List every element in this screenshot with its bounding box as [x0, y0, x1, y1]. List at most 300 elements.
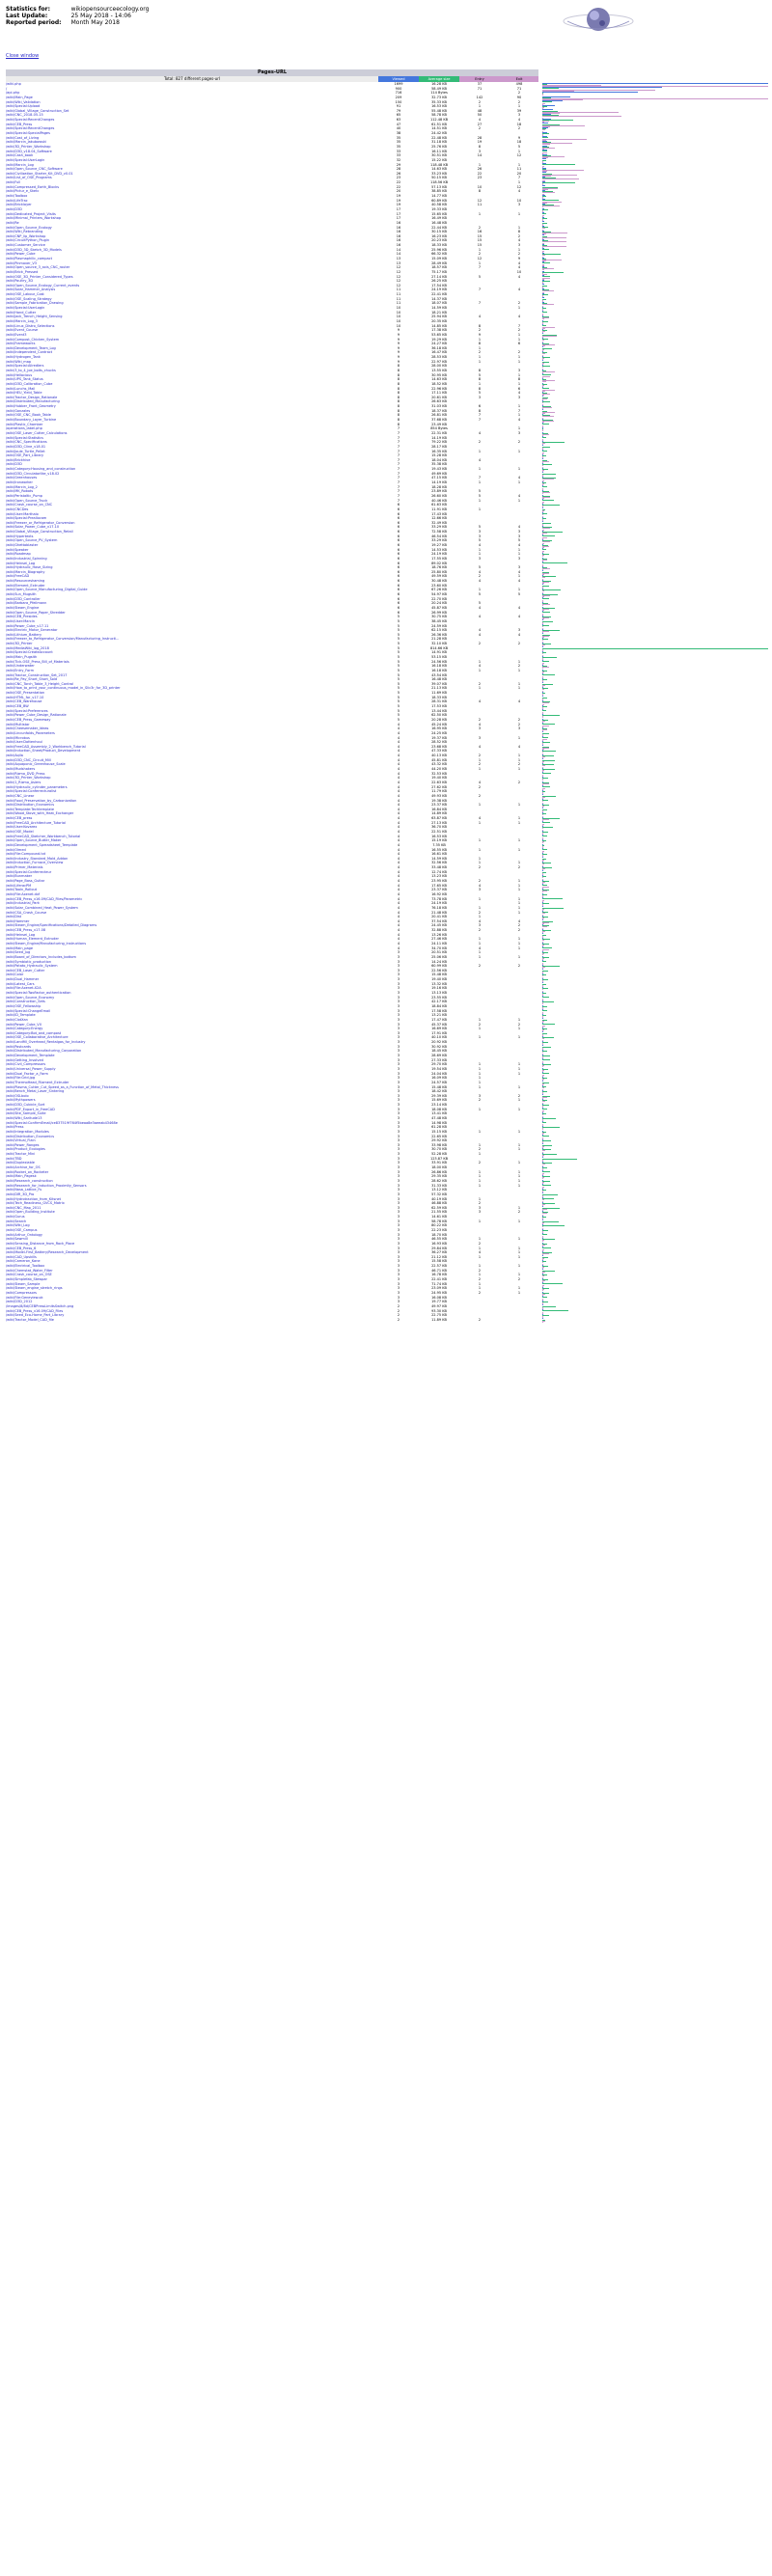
page-url-link[interactable]: /wiki/CNC_Torch_Table_3_Height_Control: [6, 681, 74, 686]
page-url-link[interactable]: /wiki/Brick_Pressed: [6, 269, 39, 274]
page-url-link[interactable]: /wiki/Frameworks: [6, 342, 36, 346]
page-url-link[interactable]: /wiki/D3D_CNC_Circuit_Mill: [6, 757, 51, 762]
page-url-link[interactable]: /wiki/Hydraulic_cylinder_parameters: [6, 784, 68, 789]
page-url-link[interactable]: /wiki/Entry_Form: [6, 668, 35, 672]
page-url-link[interactable]: /wiki/Open_Building_Institute: [6, 1210, 55, 1215]
page-url-link[interactable]: /wiki/Rocket_on_Rocketer: [6, 1169, 49, 1174]
page-url-link[interactable]: /wiki/Hand_Cutter: [6, 310, 37, 315]
page-url-link[interactable]: /wiki/Dedicated_Project_Visits: [6, 211, 56, 216]
page-url-link[interactable]: /wiki/Model-First_Battery/Research_Development: [6, 1250, 89, 1255]
page-url-link[interactable]: /wiki/Lincunfolds_Parameters: [6, 730, 55, 735]
page-url-link[interactable]: /wiki/Category:Bot_and_compost: [6, 1030, 62, 1035]
page-url-link[interactable]: /wiki/Wiki_Rebranding: [6, 230, 43, 234]
page-url-link[interactable]: /wiki/OSE_3D_Printer_Considered_Types: [6, 274, 73, 279]
page-url-link[interactable]: /wiki/User:Marthalo: [6, 511, 39, 516]
page-url-link[interactable]: /wiki/Pictur_e_Sketc: [6, 189, 40, 194]
page-url-link[interactable]: /wiki/Tractor_Design_Rationale: [6, 395, 58, 399]
page-url-link[interactable]: /wiki/Special:UserLogin: [6, 306, 45, 311]
average-size-value: 14.85 KB: [431, 323, 447, 328]
page-url-link[interactable]: /wiki/Special:RecentChanges: [6, 118, 55, 123]
page-url-link[interactable]: /wiki/Distribution_Economics: [6, 1134, 55, 1138]
viewed-value: 3: [397, 1040, 400, 1045]
page-url-link[interactable]: /wiki/Main_page: [6, 945, 34, 950]
page-url-link[interactable]: /wiki/Tractor_Construction_Set_2017: [6, 672, 68, 677]
page-url-link[interactable]: /wiki/Gurus: [6, 1215, 25, 1219]
page-url-link[interactable]: /wiki/LifeTrac: [6, 198, 28, 203]
page-url-link[interactable]: /wiki/Wiki_map: [6, 359, 32, 364]
page-url-link[interactable]: /wiki/Special:Conferrecteur: [6, 869, 52, 874]
page-url-link[interactable]: /wiki/CNP_lip_Workshop: [6, 233, 46, 238]
page-url-link[interactable]: /wiki/List_of_OSE_Programs: [6, 176, 52, 180]
page-url-link[interactable]: /wiki/Open_Source_Ecology_Current_events: [6, 283, 80, 288]
page-url-link[interactable]: /wiki/Element_Extruder: [6, 583, 45, 588]
page-url-link[interactable]: /wiki/OSE_Model: [6, 829, 34, 834]
page-url-link[interactable]: /wiki/UPS_Tank_Status: [6, 377, 43, 382]
page-url-link[interactable]: /wiki/Toolbox: [6, 194, 28, 199]
page-url-link[interactable]: /wiki/Steam_engine_stretch_rings: [6, 1286, 63, 1291]
page-url-link[interactable]: /wiki/CNC_Map_2011: [6, 1205, 41, 1210]
page-url-link[interactable]: /wiki/Hydrogen_Tank: [6, 355, 41, 360]
page-url-link[interactable]: /wiki/Global_Village_Construction_Retail: [6, 530, 73, 534]
viewed-value: 3: [397, 1017, 400, 1022]
page-url-link[interactable]: /wiki/FreeCAD_Assembly_2_Workbench_Tutorial: [6, 744, 86, 749]
page-url-link[interactable]: /wiki/Nasa_Lattice_Fu: [6, 1188, 42, 1192]
page-url-link[interactable]: /wiki/Boundary_Layer_Turbine: [6, 418, 57, 423]
page-url-link[interactable]: /wiki/Cost_of_Living: [6, 135, 40, 140]
page-url-link[interactable]: /wiki/Open_Source_PV_System: [6, 538, 58, 543]
page-url-link[interactable]: /wiki/OSE_Part_Library: [6, 453, 44, 458]
page-url-link[interactable]: /wiki/Civil_Compressors: [6, 1062, 46, 1067]
page-url-link[interactable]: /wiki/D3D_Cline_v18.01: [6, 444, 46, 449]
page-url-link[interactable]: /wiki/Site_Sample_Suite: [6, 1111, 46, 1116]
page-url-link[interactable]: /wiki/Marcin_Biography: [6, 569, 45, 574]
page-url-link[interactable]: /wiki/PDF_Export_in_FreeCAD: [6, 1107, 55, 1111]
page-url-link[interactable]: /wiki/HEU_Yield_Table: [6, 391, 42, 396]
page-url-link[interactable]: /wiki/D3D_v18.04_Software: [6, 149, 52, 153]
page-url-link[interactable]: /wiki/Bunmaker: [6, 874, 33, 879]
page-url-link[interactable]: /wiki/Minimal_Printers_Workshop: [6, 216, 62, 221]
page-url-link[interactable]: /wiki/Potato_Hydraulic_System: [6, 964, 58, 969]
page-url-link[interactable]: /wiki/CEB_Laser_Cutter: [6, 968, 45, 973]
page-url-link[interactable]: /wiki/OSE_Scaling_Strategy: [6, 296, 52, 301]
page-url-link[interactable]: /wiki/Resourceshaming: [6, 579, 45, 584]
page-url-link[interactable]: /wiki/Board_of_Directors_Includes_bottom: [6, 954, 76, 959]
page-url-link[interactable]: /wiki/File:Geneview.ok: [6, 1295, 43, 1300]
page-url-link[interactable]: /wiki/CEB_Press_v17.08: [6, 928, 46, 933]
page-url-link[interactable]: /wiki/Main_Page: [6, 95, 33, 99]
page-url-link[interactable]: /wiki/Brickhive: [6, 457, 31, 462]
page-url-link[interactable]: /wiki/Special:Preferences: [6, 708, 48, 713]
page-url-link[interactable]: /wiki/Virtual_Flain: [6, 1138, 36, 1143]
page-url-link[interactable]: /wiki/Template:Techtemplate: [6, 807, 54, 811]
page-url-link[interactable]: /wiki/Special:SpecialPages: [6, 131, 50, 136]
page-url-link[interactable]: /wiki/Heinsei_Log: [6, 932, 36, 937]
page-url-link[interactable]: /wiki/Re: [6, 220, 19, 225]
page-url-link[interactable]: /wiki/3D_Printer_Workshop: [6, 144, 51, 149]
page-url-link[interactable]: /wiki/Greenhouses: [6, 476, 38, 480]
page-url-link[interactable]: /wiki/OSE_CNC_Book_Table: [6, 413, 51, 418]
exit-value: 2: [517, 1093, 521, 1098]
page-url-link[interactable]: /wiki/Plasmaphilic_compact: [6, 256, 52, 260]
page-url-link[interactable]: /wiki/D3D_Cubicle_Sort: [6, 1103, 45, 1108]
page-url-link[interactable]: /wiki/Plastic_Chamber: [6, 422, 43, 426]
page-url-link[interactable]: /wiki/Wood_Stove_with_Heat_Exchanger: [6, 811, 74, 816]
average-size-value: 15.58 KB: [431, 1259, 447, 1264]
page-url-link[interactable]: /wiki/Gonzales: [6, 408, 31, 413]
page-url-link[interactable]: /wiki/Hubber_Front_Geometry: [6, 404, 56, 409]
page-url-link[interactable]: /wiki/Steam_Engine/Manufacturing_Instructions: [6, 942, 87, 945]
page-url-link[interactable]: /wiki/3D_Printer: [6, 642, 33, 646]
page-url-link[interactable]: /wiki/Simplefab_Stewpar: [6, 1277, 47, 1282]
page-url-link[interactable]: /wiki/Ironworker: [6, 480, 33, 485]
page-url-link[interactable]: /wiki/Industrial_Park: [6, 901, 40, 906]
page-url-link[interactable]: /wiki/1_Rizmo_Asiers: [6, 780, 41, 784]
page-url-link[interactable]: /wiki/Hellacious: [6, 372, 33, 377]
page-url-link[interactable]: /wiki/Dist: [6, 915, 22, 919]
page-url-link[interactable]: /wiki/CircuitPython_Plugin: [6, 238, 50, 243]
page-url-link[interactable]: /wiki/Bench_Metal_Laser_Sintering: [6, 1089, 65, 1094]
page-url-link[interactable]: /wiki/D3D_Circulatorlike_v18.02: [6, 471, 60, 476]
viewed-value: 12: [396, 283, 401, 288]
page-url-link[interactable]: /wiki/Event_Course: [6, 328, 39, 333]
page-url-link[interactable]: /wiki/CEB_Warehouse: [6, 699, 42, 704]
page-url-link[interactable]: /wiki/Construction_Sets: [6, 1000, 45, 1004]
row-bar-group: [542, 1036, 768, 1039]
page-url-link[interactable]: /wiki/Steam_Sample: [6, 1281, 41, 1286]
page-url-link[interactable]: /wiki/Latest_Cars: [6, 981, 35, 986]
page-url-link[interactable]: /wiki/Steam_Engine/Specifications/Detailed_Diagrams: [6, 923, 97, 928]
page-url-link[interactable]: /wiki/Solar_Power_Cube_v17.10: [6, 525, 60, 530]
page-url-link[interactable]: /wiki/Underwater: [6, 664, 35, 669]
page-url-link[interactable]: /wiki/Category:Housing_and_construction: [6, 467, 76, 472]
page-url-link[interactable]: /wiki/Open_Source_CNC_Software: [6, 167, 63, 172]
page-url-link[interactable]: /wiki/MediaWiki_log_2018: [6, 645, 49, 650]
page-url-link[interactable]: /wiki/User:Kovarex: [6, 825, 38, 830]
page-url-link[interactable]: /wiki/CNC_Specifications: [6, 440, 47, 445]
page-url-link[interactable]: /wiki/CAD_Upskills: [6, 1254, 37, 1259]
page-url-link[interactable]: /wiki/OSE_Fellowship: [6, 1003, 41, 1008]
viewed-value: 4: [397, 879, 400, 884]
page-url-link[interactable]: /wiki/Freezer_to_Refrigerator_Conversion/Manufacturing_Instructi...: [6, 637, 120, 642]
viewed-value: 9: [397, 337, 400, 342]
page-url-link[interactable]: /wiki/Special:ConfirmEmail/ce837519f764f5beaa8e3aeeab43468e: [6, 1120, 118, 1125]
page-url-link[interactable]: /wiki.php: [6, 82, 21, 86]
page-url-link[interactable]: /wiki/OSLbolo: [6, 1093, 29, 1098]
page-url-link[interactable]: /wiki/OSE_Collaborative_Architecture: [6, 1035, 69, 1040]
page-url-link[interactable]: /wiki/Cash_book: [6, 153, 34, 158]
page-url-link[interactable]: /wiki/Wiki_Log: [6, 1223, 30, 1228]
page-url-link[interactable]: /wiki/Cameron_Kane: [6, 1259, 41, 1264]
page-url-link[interactable]: /wiki/Industrial_Spinning: [6, 556, 47, 561]
page-url-link[interactable]: /wiki/Press: [6, 1125, 24, 1130]
page-url-link[interactable]: /wiki/Electric_Motor_Generator: [6, 628, 58, 633]
page-url-link[interactable]: /wiki/Lithium_Battery: [6, 632, 42, 637]
exit-value: 1: [517, 1290, 521, 1295]
page-url-link[interactable]: /wiki/Page_Bass_Guitar: [6, 879, 45, 884]
page-url-link[interactable]: /wiki/Open_Source_Butter_Maker: [6, 838, 62, 843]
page-url-link[interactable]: /wiki/Distributed_Manufacturing_Corporation: [6, 1049, 82, 1054]
page-url-link[interactable]: /wiki/Food_Preservation_by_Carbonization: [6, 798, 77, 803]
page-url-link[interactable]: /wiki/Poultry_3D: [6, 279, 34, 284]
page-url-link[interactable]: /wiki/D3D: [6, 206, 22, 211]
page-url-link[interactable]: /wiki/D3D_Controller: [6, 596, 41, 601]
page-url-link[interactable]: /wiki/Distribution_Economics: [6, 803, 55, 808]
page-url-link[interactable]: /wiki/Olmed: [6, 847, 26, 852]
page-url-link[interactable]: /wiki/Hammer: [6, 918, 30, 923]
page-url-link[interactable]: /wiki/Human_Element_Extruder: [6, 937, 59, 942]
page-url-link[interactable]: /wiki/Compost_Chicken_System: [6, 337, 60, 342]
page-url-link[interactable]: /wiki/Category:Energy: [6, 1027, 43, 1031]
exit-value: 1: [517, 1250, 521, 1255]
page-url-link[interactable]: /wiki/User:Dottenhoul: [6, 740, 42, 745]
average-size-value: 30.51 KB: [431, 153, 447, 158]
page-url-link[interactable]: /wiki/Freezer_or_Refrigerator_Conversion: [6, 520, 75, 525]
page-url-link[interactable]: /wiki/Rizmo_DVD_Press: [6, 771, 45, 776]
page-url-link[interactable]: /wiki/Research_construction: [6, 1178, 53, 1183]
page-url-link[interactable]: /wiki/Wiki_Validation: [6, 99, 41, 104]
page-url-link[interactable]: /wiki/Customer_Service: [6, 243, 45, 248]
page-url-link[interactable]: /wiki/Event3: [6, 332, 27, 337]
page-url-link[interactable]: /wiki/HTML_for_v17.10: [6, 695, 44, 699]
page-url-link[interactable]: /wiki/Marcin_Log: [6, 162, 34, 167]
page-url-link[interactable]: /wiki/Development_Team_Log: [6, 345, 56, 350]
exit-value: 1: [517, 306, 521, 311]
page-url-link[interactable]: /wiki/CEB_Press_6: [6, 1246, 37, 1250]
page-url-link[interactable]: /wiki/Special:TwoFactor_authentication: [6, 991, 71, 996]
page-url-link[interactable]: /wiki/Special:UserLogin: [6, 157, 45, 162]
page-url-link[interactable]: /wiki/Dual_Factor_a_Farm: [6, 1071, 48, 1076]
exit-value: 4: [517, 118, 521, 123]
page-url-link[interactable]: /wiki/3_to_4_joe_bolts_chucks: [6, 369, 56, 372]
page-url-link[interactable]: /wiki/Open_Source_Ecology: [6, 225, 52, 230]
page-url-link[interactable]: /wiki/Tractor_Model_CAD_file: [6, 1317, 54, 1322]
page-url-link[interactable]: /wiki/Aquaponic_Greenhouse_Scale: [6, 762, 66, 767]
page-url-link[interactable]: /wiki/Solar_Hammer_Analysis: [6, 288, 56, 292]
page-url-link[interactable]: /wiki/Steam_Engine: [6, 605, 40, 610]
page-url-link[interactable]: /wiki/Hypertexts: [6, 534, 34, 538]
page-url-link[interactable]: /wiki/Bricklayer: [6, 203, 32, 207]
page-url-link[interactable]: /api.php: [6, 91, 20, 96]
page-url-link[interactable]: /wiki/Mythpowers: [6, 1098, 36, 1103]
page-url-link[interactable]: /wiki/Crash_course_on_CNC: [6, 503, 53, 507]
page-url-link[interactable]: /wiki/FreeCAD_Sketcher_Workbench_Tutorial: [6, 834, 81, 838]
page-url-link[interactable]: /wiki/ThermoHead_Filament_Extruder: [6, 1080, 69, 1084]
page-url-link[interactable]: /wiki/Marcin_Jakubowski: [6, 140, 46, 145]
page-url-link[interactable]: /wiki/User:Marcin: [6, 618, 35, 623]
page-url-link[interactable]: /wiki/CEB_press: [6, 816, 33, 821]
page-url-link[interactable]: /wiki/Color: [6, 973, 24, 977]
page-url-link[interactable]: /wiki/Universal_Power_Supply: [6, 1066, 56, 1071]
page-url-link[interactable]: /wiki/Solar_Combined_Heat_Power_System: [6, 905, 78, 910]
page-url-link[interactable]: /wiki/LiferacPM: [6, 883, 32, 888]
page-url-link[interactable]: /wiki/Open_source_3_axis_CNC_router: [6, 265, 70, 270]
page-url-link[interactable]: /wiki/D3D_3D_Sketch_3D_Models: [6, 247, 62, 252]
page-url-link[interactable]: /wiki/Industry_Standard_Mold_Addon: [6, 856, 69, 861]
page-url-link[interactable]: /wiki/Special:Upload: [6, 104, 41, 109]
page-url-link[interactable]: /operations_label.php: [6, 426, 42, 431]
page-url-link[interactable]: /wiki/Induction_Furnace_Overview: [6, 861, 64, 865]
page-url-link[interactable]: /wiki/File:Axenet-X2A: [6, 986, 41, 991]
page-url-link[interactable]: /wiki/Linux_Distro_Selections: [6, 323, 55, 328]
page-url-link[interactable]: /wiki/Tooln_Rollout: [6, 888, 38, 892]
page-url-link[interactable]: /wiki/Lunchs_Mail: [6, 386, 36, 391]
page-url-link[interactable]: /wiki/OSE_Presentation: [6, 691, 45, 696]
exit-value: 4: [517, 265, 521, 270]
page-url-link[interactable]: /wiki/Tech_Readiness_GVCS_Matrix: [6, 1201, 65, 1206]
page-url-link[interactable]: /wiki/Seed_Jug: [6, 950, 31, 955]
row-bar-group: [542, 933, 768, 936]
page-url-link[interactable]: /wiki/Induction_Sheet/Product_Development: [6, 749, 81, 754]
page-url-link[interactable]: /wiki/File:Axenet.dxf: [6, 891, 41, 896]
page-url-link[interactable]: /wiki/CEB_Press: [6, 122, 33, 126]
page-url-link[interactable]: /wiki/OSE_Laser_Cutter_Calculations: [6, 430, 68, 435]
page-url-link[interactable]: /wiki/OSE_Campus: [6, 1228, 38, 1232]
page-url-link[interactable]: /wiki/3D_Printer_Workshop: [6, 776, 51, 781]
page-url-link[interactable]: /wiki/Primer_Materials: [6, 865, 43, 870]
page-url-link[interactable]: /wiki/Peristaltic_Pump: [6, 493, 42, 498]
viewed-value: 22: [396, 180, 401, 185]
page-url-link[interactable]: /wiki/Tractor_Mini: [6, 1152, 36, 1157]
page-url-link[interactable]: /: [6, 86, 8, 91]
page-url-link[interactable]: /wiki/Compressed_Earth_Blocks: [6, 184, 60, 189]
page-url-link[interactable]: /wiki/Open_Source_Manufacturing_Digital_Guide: [6, 588, 88, 592]
page-url-link[interactable]: /wiki/D3D_2012: [6, 1300, 33, 1304]
average-size-value: 21.55 KB: [431, 1210, 447, 1215]
page-url-link[interactable]: /wiki/D3D: [6, 462, 22, 467]
page-url-link[interactable]: /wiki/Joule_Turtle_Pellet: [6, 449, 45, 453]
page-url-link[interactable]: /wiki/File:Grid.jpg: [6, 1076, 36, 1081]
page-url-link[interactable]: /wiki/Search: [6, 1219, 27, 1223]
page-url-link[interactable]: /wiki/Civilization_Starter_Kit_DVD_v0.01: [6, 171, 73, 176]
page-url-link[interactable]: /wiki/FreeCAD: [6, 574, 30, 579]
page-url-link[interactable]: /wiki/D3D_Calibration_Cube: [6, 381, 53, 386]
page-url-link[interactable]: /wiki/Roadmap: [6, 552, 31, 557]
page-url-link[interactable]: /wiki/Pinmover_V3: [6, 260, 38, 265]
page-url-link[interactable]: /wiki/Independent_Contract: [6, 350, 53, 355]
page-url-link[interactable]: /wiki/Dual_Hammer: [6, 977, 40, 982]
page-url-link[interactable]: /images/8/8d/CEBPressLimitsSwitch.png: [6, 1303, 74, 1308]
page-url-link[interactable]: /wiki/Special:Conferrecturalist: [6, 789, 57, 794]
page-url-link[interactable]: /wiki/Electrical_Toolbox: [6, 1264, 45, 1269]
page-url-link[interactable]: /wiki/CSA_Crash_Course: [6, 910, 47, 915]
page-url-link[interactable]: /wiki/CEB_Press_Gameway: [6, 717, 51, 722]
page-url-link[interactable]: /wiki/Global_Village_Construction_Set: [6, 108, 69, 113]
page-url-link[interactable]: /wiki/Duplexiable: [6, 1161, 35, 1165]
page-url-link[interactable]: /wiki/CNC_Linear: [6, 793, 35, 798]
page-url-link[interactable]: /wiki/Main_Pagesk: [6, 1174, 37, 1179]
page-url-link[interactable]: /wiki/Jack_Trench_Height_Sensing: [6, 315, 63, 319]
page-url-link[interactable]: /wiki/Special:RecentChanges: [6, 126, 55, 131]
page-url-link[interactable]: /wiki/How_to_print_your_continuous_model_in_Slic3r_for_3D_printer: [6, 686, 121, 691]
page-url-link[interactable]: /wiki/Wiki_Saritude13: [6, 1115, 42, 1120]
page-url-link[interactable]: /wiki/Open_Source_Economy: [6, 995, 55, 1000]
page-url-link[interactable]: /wiki/File:Compound.txt: [6, 852, 46, 857]
page-url-link[interactable]: /wiki/CEB_BW: [6, 704, 29, 709]
page-url-link[interactable]: /wiki/Arthur_Ontology: [6, 1232, 42, 1237]
page-url-link[interactable]: /wiki/Aqila: [6, 754, 23, 758]
page-url-link[interactable]: /wiki/Re_Pay_Short_Short_Sold: [6, 677, 58, 682]
page-url-link[interactable]: /wiki/Landfill_Overhead_Rentalgas_for_Industry: [6, 1040, 86, 1045]
page-url-link[interactable]: /wiki/Hydrotraction_from_Kitsnet: [6, 1196, 62, 1201]
page-url-link[interactable]: /wiki/CEB_Press_v16.09/CAD_Files/Parametric: [6, 896, 83, 901]
page-url-link[interactable]: /wiki/Power_Cube_VII: [6, 1022, 41, 1027]
page-url-link[interactable]: /wiki/Distributed_Manufacturing: [6, 399, 60, 404]
page-url-link[interactable]: /wiki/Sensing_Distance_from_Rock_Place: [6, 1241, 75, 1246]
page-url-link[interactable]: /wiki/Ghettoblaster: [6, 542, 39, 547]
page-url-link[interactable]: /wiki/CNC_2018-05-15: [6, 113, 43, 118]
page-url-link[interactable]: /wiki/MK_Robots: [6, 489, 34, 494]
page-url-link[interactable]: /wiki/Getting_Involved: [6, 1057, 43, 1062]
page-url-link[interactable]: /wiki/Special:Allredlers: [6, 364, 44, 369]
page-url-link[interactable]: /wiki/Multistar: [6, 722, 30, 726]
page-url-link[interactable]: /wiki/Hydraulic_Hose_Sizing: [6, 565, 53, 570]
page-url-link[interactable]: /wiki/Archive_for_OS: [6, 1165, 41, 1170]
page-url-link[interactable]: /wiki/OSE_Labour_Cost: [6, 292, 44, 297]
page-url-link[interactable]: /wiki/Power_Cube: [6, 252, 36, 257]
page-url-link[interactable]: /wiki/Marcin_Log_3: [6, 318, 38, 323]
page-url-link[interactable]: /wiki/Power_Ranges: [6, 1142, 40, 1147]
page-url-link[interactable]: /wiki/ID_Template: [6, 1013, 36, 1018]
page-url-link[interactable]: /wiki/Product_Ecologies: [6, 1147, 45, 1152]
page-url-link[interactable]: /wiki/Marcin_Log_2: [6, 484, 38, 489]
page-url-link[interactable]: /wiki/Full: [6, 180, 21, 185]
page-url-link[interactable]: /wiki/TBD: [6, 1156, 22, 1161]
page-url-link[interactable]: /wiki/Development_Spreadsheet_Template: [6, 842, 78, 847]
page-url-link[interactable]: /wiki/Sample_Fabrication_Drawing: [6, 301, 64, 306]
page-url-link[interactable]: /wiki/Chemstat_Water_Filter: [6, 1268, 53, 1273]
page-url-link[interactable]: /wiki/Special:CreateAccount: [6, 650, 53, 655]
page-url-link[interactable]: /wiki/Heinsei_Log: [6, 561, 36, 565]
entry-value: 2: [478, 910, 482, 915]
page-url-link[interactable]: /wiki/Microbus: [6, 735, 30, 740]
page-url-link[interactable]: /wiki/Tick-OSE_Press_Bill_of_Materials: [6, 659, 69, 664]
page-url-link[interactable]: /wiki/DIR_3D_Pro: [6, 1192, 35, 1196]
page-url-link[interactable]: /wiki/Mudshakers: [6, 767, 36, 772]
page-url-link[interactable]: /wiki/Special:Preallocam: [6, 516, 47, 521]
page-url-link[interactable]: /wiki/Main_Pugsith: [6, 655, 38, 659]
page-url-link[interactable]: /wiki/Research_for_Induction_Proximity_Sensors: [6, 1183, 87, 1188]
page-url-link[interactable]: /wiki/Symbiotic_production: [6, 959, 52, 964]
page-url-link[interactable]: /wiki/Power_Cube_Design_Rationale: [6, 713, 67, 718]
page-url-link[interactable]: /wiki/Compressors: [6, 1290, 37, 1295]
viewed-value: 3: [397, 1241, 400, 1246]
page-url-link[interactable]: /wiki/Barbara_Pfeilmann: [6, 601, 47, 606]
page-url-link[interactable]: /wiki/Postcards: [6, 1044, 32, 1049]
page-url-link[interactable]: /wiki/Special:Statistics: [6, 435, 43, 440]
page-url-link[interactable]: /wiki/CEB_Presides: [6, 615, 38, 619]
page-url-link[interactable]: /wiki/Open_Source_Truck: [6, 498, 48, 503]
page-url-link[interactable]: /wiki/Cheesemaker_Ideas: [6, 726, 49, 731]
page-url-link[interactable]: /wiki/Plasma_Cutter_Cut_Speed_as_a_Function_of_Metal_Thickness: [6, 1084, 119, 1089]
page-url-link[interactable]: /wiki/Speaker: [6, 547, 29, 552]
page-url-link[interactable]: /wiki/CEB_Press_v16.09/CAD_Files: [6, 1308, 64, 1313]
page-url-link[interactable]: /wiki/Crash_course_on_OSE: [6, 1273, 52, 1277]
page-url-link[interactable]: /wiki/Integration_Modules: [6, 1129, 49, 1134]
entry-value: 2: [478, 252, 482, 257]
page-url-link[interactable]: /wiki/Special:ChangeEmail: [6, 1008, 51, 1013]
page-url-link[interactable]: /wiki/FreeCAD_Architecture_Tutorial: [6, 820, 66, 825]
page-url-link[interactable]: /wiki/Sawmill: [6, 1237, 28, 1242]
exit-value: 3: [517, 530, 521, 534]
page-url-link[interactable]: /wiki/Seed_Eco-Home_Part_Library: [6, 1313, 65, 1318]
page-url-link[interactable]: /wiki/Open_Source_Paper_Shredder: [6, 610, 66, 615]
page-url-link[interactable]: /wiki/Sun_Mugsith: [6, 592, 37, 597]
page-url-link[interactable]: /wiki/Development_Template: [6, 1054, 55, 1058]
page-url-link[interactable]: /wiki/Power_Cube_v17.11: [6, 623, 49, 628]
page-url-link[interactable]: /wiki/ClotXan: [6, 1017, 28, 1022]
page-url-link[interactable]: /wiki/CNCDes: [6, 507, 29, 511]
close-window-link[interactable]: Close window: [6, 53, 40, 59]
